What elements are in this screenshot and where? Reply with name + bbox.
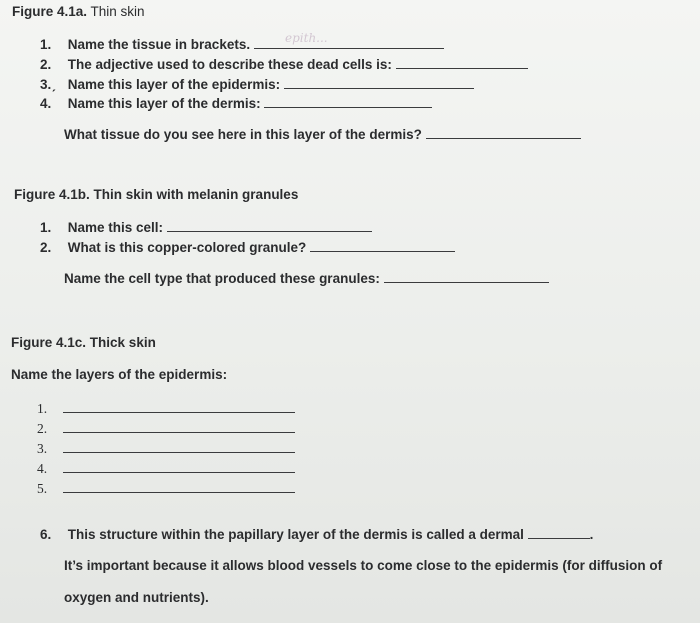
answer-blank[interactable] — [384, 269, 549, 283]
question-number: 3.ˏ — [40, 77, 56, 92]
figure-label: Figure 4.1b. — [14, 187, 90, 202]
figure-label: Figure 4.1a. — [12, 4, 88, 19]
answer-blank[interactable] — [63, 459, 295, 473]
figure-4-1b-heading — [14, 186, 298, 203]
question-text: Name the tissue in brackets. — [67, 37, 251, 52]
layer-item-4 — [37, 459, 295, 479]
fig1a-question-4 — [40, 94, 432, 112]
question-number: 6. — [40, 527, 52, 542]
question-text: Name the cell type that produced these granules: — [64, 271, 380, 286]
figure-title: Thin skin — [90, 4, 145, 19]
fig1a-question-1 — [40, 35, 444, 53]
fig1b-question-1 — [40, 218, 372, 236]
question-number: 4. — [40, 96, 52, 111]
question-number: 2. — [40, 57, 52, 72]
note-line-1: It’s important because it allows blood vessels to come close to the epidermis (for diffusion of — [64, 558, 663, 573]
question-text: Name this layer of the epidermis: — [67, 77, 281, 92]
figure-4-1a-heading — [12, 3, 145, 20]
fig1c-question-6 — [40, 525, 593, 543]
answer-blank[interactable] — [63, 419, 295, 433]
period: . — [589, 527, 594, 542]
answer-blank[interactable] — [284, 75, 474, 89]
question-text: This structure within the papillary layer of the dermis is called a dermal — [67, 527, 524, 542]
list-number: 5. — [37, 481, 48, 496]
answer-blank[interactable] — [63, 399, 295, 413]
layer-item-5 — [37, 479, 295, 499]
question-text: What is this copper-colored granule? — [67, 240, 307, 255]
answer-blank[interactable] — [396, 55, 528, 69]
answer-blank[interactable] — [167, 218, 372, 232]
fig1b-question-2 — [40, 238, 455, 256]
fig1a-question-2 — [40, 55, 528, 73]
question-number: 2. — [40, 240, 52, 255]
answer-blank[interactable] — [528, 525, 590, 539]
figure-label: Figure 4.1c. — [11, 335, 87, 350]
question-number: 1. — [40, 220, 52, 235]
list-number: 3. — [37, 441, 48, 456]
fig1a-question-3 — [40, 75, 474, 93]
answer-blank[interactable] — [254, 35, 444, 49]
figure-title: Thick skin — [89, 335, 156, 350]
figure-4-1c-heading — [11, 334, 156, 351]
layer-list — [37, 399, 295, 499]
list-number: 4. — [37, 461, 48, 476]
question-number: 1. — [40, 37, 52, 52]
faint-handwriting: epith... — [285, 31, 328, 45]
fig1a-follow-up — [64, 125, 581, 143]
question-text: What tissue do you see here in this layer of the dermis? — [64, 127, 422, 142]
question-text: The adjective used to describe these dead cells is: — [67, 57, 392, 72]
question-text: Name this cell: — [67, 220, 164, 235]
layer-item-2 — [37, 419, 295, 439]
answer-blank[interactable] — [426, 125, 581, 139]
note-line-2: oxygen and nutrients). — [64, 590, 209, 605]
answer-blank[interactable] — [63, 479, 295, 493]
fig1c-prompt: Name the layers of the epidermis: — [11, 367, 228, 382]
figure-title: Thin skin with melanin granules — [93, 187, 299, 202]
question-text: Name this layer of the dermis: — [67, 96, 261, 111]
answer-blank[interactable] — [310, 238, 455, 252]
list-number: 2. — [37, 421, 48, 436]
fig1b-follow-up — [64, 269, 549, 287]
layer-item-3 — [37, 439, 295, 459]
layer-item-1 — [37, 399, 295, 419]
list-number: 1. — [37, 401, 48, 416]
answer-blank[interactable] — [63, 439, 295, 453]
answer-blank[interactable] — [264, 94, 432, 108]
